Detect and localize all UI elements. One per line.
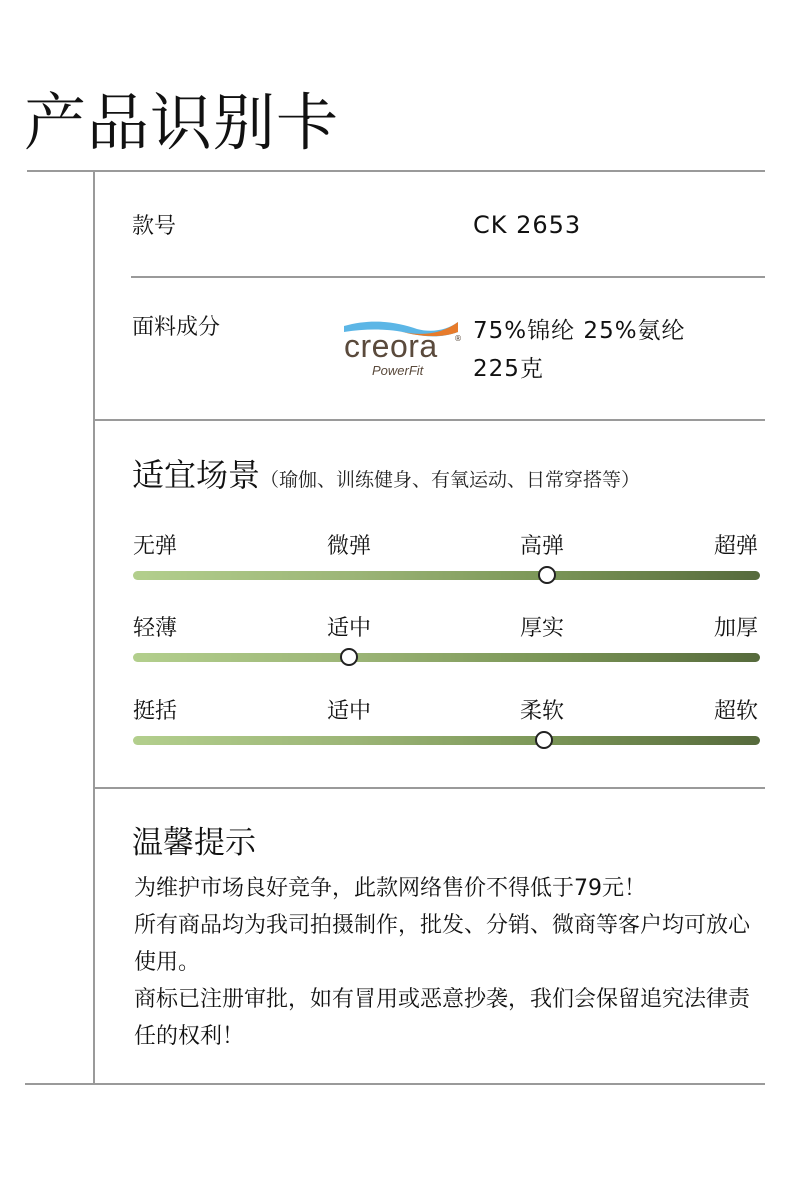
page-title: 产品识别卡 [24,86,340,159]
fabric-divider [94,419,765,421]
creora-wordmark: creora [344,328,438,364]
fabric-weight: 225克 [473,356,544,382]
tip-usage: 所有商品均为我司拍摄制作，批发、分销、微商等客户均可放心使用。 [134,913,751,975]
thickness-label-2: 适中 [327,616,372,641]
stretch-label-4: 超弹 [714,534,759,559]
softness-label-1: 挺括 [133,699,178,724]
tip-price: 为维护市场良好竞争，此款网络售价不得低于79元！ [134,876,646,901]
creora-sub: PowerFit [372,363,424,378]
model-value: CK 2653 [473,211,582,239]
tips-body [134,870,764,1055]
stretch-slider-track [133,571,760,580]
thickness-slider-marker [340,648,358,666]
thickness-slider-track [133,653,760,662]
left-border [93,171,95,1084]
thickness-label-3: 厚实 [520,616,565,641]
creora-logo [342,316,464,382]
softness-label-4: 超软 [714,699,759,724]
scene-note: （瑜伽、训练健身、有氧运动、日常穿搭等） [260,469,641,491]
stretch-label-1: 无弹 [133,534,178,559]
thickness-label-4: 加厚 [714,616,759,641]
fabric-label: 面料成分 [132,315,221,340]
thickness-label-1: 轻薄 [133,616,178,641]
softness-label-3: 柔软 [520,699,565,724]
model-divider [131,276,765,278]
stretch-slider-marker [538,566,556,584]
creora-registered-mark: ® [454,334,462,343]
scene-divider [94,787,765,789]
top-divider [27,170,765,172]
softness-slider-marker [535,731,553,749]
bottom-divider [25,1083,765,1085]
stretch-label-2: 微弹 [327,534,372,559]
tips-title: 温馨提示 [132,825,256,861]
model-label: 款号 [132,214,177,239]
fabric-composition: 75%锦纶 25%氨纶 [473,318,686,344]
scene-title: 适宜场景 [132,456,261,494]
softness-slider-track [133,736,760,745]
stretch-label-3: 高弹 [520,534,565,559]
tip-trademark: 商标已注册审批，如有冒用或恶意抄袭，我们会保留追究法律责任的权利！ [134,987,751,1049]
softness-label-2: 适中 [327,699,372,724]
scene-heading [132,455,640,495]
